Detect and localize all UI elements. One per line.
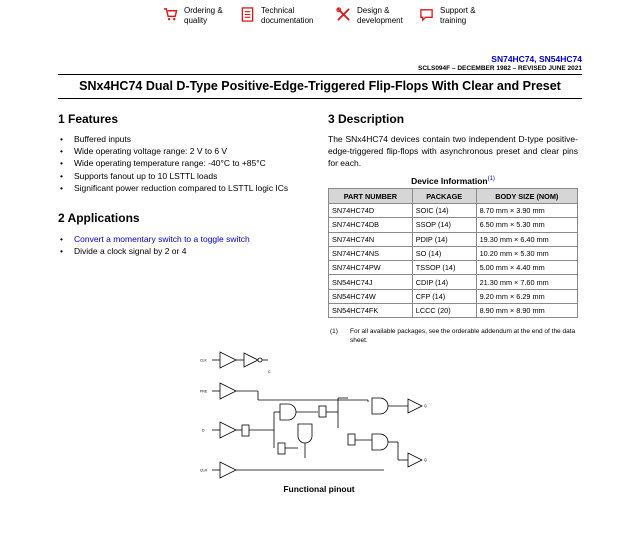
nav-label: Design & development: [357, 6, 403, 25]
title-rule-top: [58, 74, 582, 75]
functional-pinout-diagram: [198, 348, 440, 482]
table-cell: SO (14): [412, 246, 476, 260]
table-cell: TSSOP (14): [412, 261, 476, 275]
diagram-caption: Functional pinout: [283, 484, 355, 494]
list-item: • Buffered inputs: [58, 133, 306, 145]
clr-label: CLR: [200, 468, 208, 473]
table-cell: PDIP (14): [412, 232, 476, 246]
document-icon: [240, 7, 255, 22]
device-info-title: [328, 176, 578, 186]
cart-icon: [163, 7, 178, 22]
table-cell: CDIP (14): [412, 275, 476, 289]
table-cell: SN54HC74FK: [329, 304, 413, 318]
table-cell: SN54HC74W: [329, 289, 413, 303]
nav-label: Technical documentation: [261, 6, 314, 25]
list-item: [58, 233, 306, 245]
table-row: [329, 232, 578, 246]
table-cell: 9.20 mm × 6.29 mm: [476, 289, 577, 303]
list-item: • Wide operating temperature range: -40°C to +85°C: [58, 157, 306, 169]
nav-ordering-quality[interactable]: [163, 6, 242, 26]
table-cell: SN74HC74DB: [329, 218, 413, 232]
table-row: [329, 204, 578, 218]
applications-list: [58, 233, 306, 257]
features-heading: 1 Features: [58, 112, 119, 126]
table-cell: 8.70 mm × 3.90 mm: [476, 204, 577, 218]
column-header: PART NUMBER: [329, 189, 413, 204]
table-cell: SSOP (14): [412, 218, 476, 232]
table-cell: SN54HC74J: [329, 275, 413, 289]
table-cell: 19.30 mm × 6.40 mm: [476, 232, 577, 246]
table-cell: SN74HC74N: [329, 232, 413, 246]
table-row: [329, 304, 578, 318]
features-list: [58, 133, 306, 194]
list-item: • Wide operating voltage range: 2 V to 6 V: [58, 145, 306, 157]
support-icon: [419, 7, 434, 22]
list-item: • Supports fanout up to 10 LSTTL loads: [58, 170, 306, 182]
list-item: • Divide a clock signal by 2 or 4: [58, 245, 306, 257]
nav-design-development[interactable]: [336, 6, 421, 26]
document-id: SCLS094F – DECEMBER 1982 – REVISED JUNE 2021: [417, 65, 582, 72]
column-header: PACKAGE: [412, 189, 476, 204]
tools-icon: [336, 7, 351, 22]
table-cell: SOIC (14): [412, 204, 476, 218]
q-output-label: Q: [424, 404, 427, 408]
nav-label: Ordering & quality: [184, 6, 223, 25]
nav-technical-documentation[interactable]: [240, 6, 327, 26]
table-cell: SN74HC74PW: [329, 261, 413, 275]
table-cell: 8.90 mm × 8.90 mm: [476, 304, 577, 318]
part-numbers[interactable]: SN74HC74, SN54HC74: [491, 54, 582, 64]
table-row: [329, 275, 578, 289]
qbar-output-label: Q: [424, 458, 427, 462]
description-heading: 3 Description: [328, 112, 405, 126]
device-info-title-text: Device Information: [411, 176, 488, 186]
nav-label: Support & training: [440, 6, 476, 25]
table-row: [329, 289, 578, 303]
table-cell: CFP (14): [412, 289, 476, 303]
pre-label: PRE: [200, 389, 208, 394]
description-text: The SNx4HC74 devices contain two independent D-type positive-edge-triggered flip-flops with asynchronous preset and clear pins for each.: [328, 134, 578, 169]
table-header-row: [329, 189, 578, 204]
d-label: D: [202, 428, 205, 433]
device-info-table: [328, 188, 578, 318]
footnote-ref-link[interactable]: (1): [487, 176, 495, 183]
table-cell: SN74HC74D: [329, 204, 413, 218]
table-cell: SN74HC74NS: [329, 246, 413, 260]
title-rule-bottom: [58, 98, 582, 99]
c-label: C: [268, 370, 271, 374]
footnote-text: For all available packages, see the orderable addendum at the end of the data sheet.: [350, 328, 576, 344]
list-item: • Significant power reduction compared to LSTTL logic ICs: [58, 182, 292, 194]
top-nav: [0, 6, 638, 32]
column-header: BODY SIZE (NOM): [476, 189, 577, 204]
table-cell: 10.20 mm × 5.30 mm: [476, 246, 577, 260]
toggle-switch-link[interactable]: Convert a momentary switch to a toggle switch: [74, 234, 250, 244]
table-row: [329, 261, 578, 275]
table-cell: 5.00 mm × 4.40 mm: [476, 261, 577, 275]
table-cell: 21.30 mm × 7.60 mm: [476, 275, 577, 289]
table-row: [329, 246, 578, 260]
page-title: SNx4HC74 Dual D-Type Positive-Edge-Triggered Flip-Flops With Clear and Preset: [79, 79, 561, 93]
clk-label: CLK: [200, 358, 207, 363]
table-cell: 6.50 mm × 5.30 mm: [476, 218, 577, 232]
table-row: [329, 218, 578, 232]
applications-heading: 2 Applications: [58, 211, 140, 225]
table-cell: LCCC (20): [412, 304, 476, 318]
nav-support-training[interactable]: [419, 6, 492, 26]
footnote-number: (1): [330, 328, 338, 335]
